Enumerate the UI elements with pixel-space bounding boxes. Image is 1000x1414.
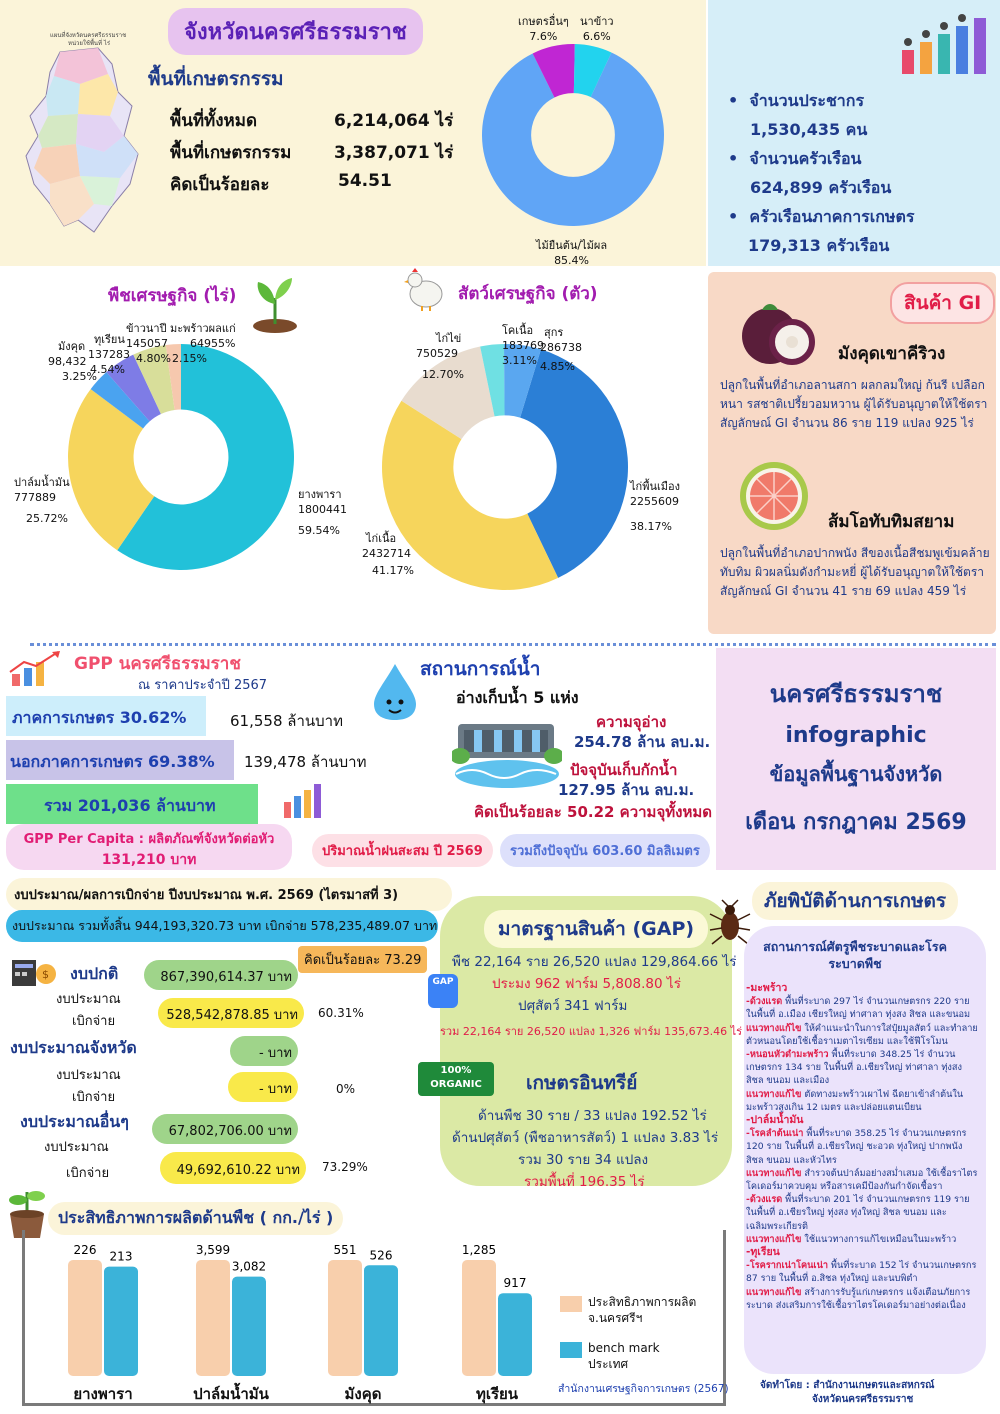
organic-title: เกษตรอินทรีย์ [526, 1072, 638, 1094]
crop-label-palm-name: ปาล์มน้ำมัน [14, 476, 70, 489]
live-label-layer-value: 750529 [416, 346, 458, 360]
rain-value: รวมถึงปัจจุบัน 603.60 มิลลิเมตร [500, 834, 710, 867]
live-label-native-name: ไก่พื้นเมือง [630, 480, 680, 493]
agri-household-label: ครัวเรือนภาคการเกษตร [749, 207, 915, 226]
disaster-entry-text: พื้นที่ระบาด 201 ไร่ จำนวนเกษตรกร 119 ราย ในพื้นที่ อ.เชียรใหญ่ ทุ่งสง ทุ่งใหญ่ สิชล ขนอม และเฉลิมพระเกียรติ [746, 1194, 970, 1232]
budget-group-regular: งบปกติ [70, 964, 119, 983]
disaster-entry [746, 1127, 982, 1167]
land-label-rice-name: นาข้าว [580, 15, 614, 28]
gap-fishery: ประมง 962 ฟาร์ม 5,808.80 ไร่ [492, 976, 681, 992]
disaster-entry-key: แนวทางแก้ไข [746, 1286, 802, 1298]
land-label-rice-pct: 6.6% [582, 30, 611, 43]
bar-benchmark-ปาล์มน้ำมัน [232, 1277, 266, 1376]
land-label-other-name: เกษตรอื่นๆ [518, 15, 569, 28]
livestock-title: สัตว์เศรษฐกิจ (ตัว) [458, 284, 598, 304]
disaster-entry-key: แนวทางแก้ไข [746, 1233, 802, 1245]
bar-label-province-ปาล์มน้ำมัน: 3,599 [195, 1243, 231, 1257]
efficiency-categories [30, 1380, 550, 1404]
agri-pct-label: คิดเป็นร้อยละ [170, 175, 270, 195]
crop-label-mangosteen-value: 98,432 [48, 354, 87, 368]
organic-plant: ด้านพืช 30 ราย / 33 แปลง 192.52 ไร่ [478, 1108, 707, 1124]
water-drop-icon [370, 662, 420, 722]
legend-province-line1: ประสิทธิภาพการผลิต [588, 1295, 697, 1309]
budget-group-province: งบประมาณจังหวัด [10, 1038, 137, 1057]
crop-label-rubber [298, 488, 347, 539]
section-divider [30, 643, 996, 646]
disaster-title: ภัยพิบัติด้านการเกษตร [752, 882, 958, 920]
disaster-entry-text: พื้นที่ระบาด 358.25 ไร่ จำนวนเกษตรกร 120 ราย ในพื้นที่ อ.เชียรใหญ่ ชะอวด ทุ่งใหญ่ ปากพนัง สิชล ขนอม และหัวไทร [746, 1128, 967, 1166]
organic-total: รวม 30 ราย 34 แปลง [518, 1152, 649, 1168]
budget-title: งบประมาณ/ผลการเบิกจ่าย ปีงบประมาณ พ.ศ. 2569 (ไตรมาสที่ 3) [6, 878, 452, 911]
live-label-native-pct: 38.17% [630, 519, 672, 533]
live-label-broiler-name: ไก่เนื้อ [366, 532, 397, 545]
crop-label-coconut-pct: 2.15% [172, 351, 207, 365]
land-label-tree [536, 236, 607, 267]
live-label-beef-pct: 3.11% [502, 353, 537, 367]
gi-panel [708, 272, 996, 634]
gpp-agri-label: ภาคการเกษตร 30.62% [12, 708, 187, 727]
total-area-value: 6,214,064 ไร่ [334, 111, 454, 131]
organic-area: รวมพื้นที่ 196.35 ไร่ [524, 1174, 645, 1190]
water-capacity-label: ความจุอ่าง [596, 713, 667, 731]
map-title: แผนที่จังหวัดนครศรีธรรมราช [50, 32, 127, 39]
population-icon [894, 14, 990, 78]
bar-benchmark-ยางพารา [104, 1267, 138, 1376]
map-shape [20, 44, 150, 234]
disaster-entry [746, 995, 982, 1021]
crop-label-rice-name: ข้าวนาปี [126, 322, 167, 335]
crop-label-coconut-name: มะพร้าวผลแก่ [170, 322, 236, 335]
water-percent: คิดเป็นร้อยละ 50.22 ความจุทั้งหมด [474, 803, 712, 821]
water-current-label: ปัจจุบันเก็บกักน้ำ [570, 761, 678, 779]
banner-subtitle: ข้อมูลพื้นฐานจังหวัด [769, 762, 943, 786]
land-panel [0, 0, 706, 266]
live-label-layer-name: ไก่ไข่ [436, 332, 462, 345]
bar-province-มังคุด [328, 1260, 362, 1376]
category-label: ปาล์มน้ำมัน [193, 1385, 269, 1403]
live-label-pig [540, 326, 582, 375]
budget-overall-pct: คิดเป็นร้อยละ 73.29 [298, 946, 427, 973]
disaster-entry-text: พื้นที่ระบาด 297 ไร่ จำนวนเกษตรกร 220 ราย ในพื้นที่ อ.เมือง เชียรใหญ่ ท่าศาลา ทุ่งสง สิชล และขนอม [746, 996, 971, 1021]
crop-label-coconut [170, 322, 236, 367]
disaster-entry-key: -โรครากเน่าโคนเน่า [746, 1260, 829, 1272]
legend-province-line2: จ.นครศรีฯ [588, 1311, 643, 1325]
disaster-entry: -มะพร้าว [746, 982, 788, 994]
growth-chart-icon [8, 650, 66, 688]
agri-area-label: พื้นที่เกษตรกรรม [170, 143, 292, 163]
crop-label-mangosteen-pct: 3.25% [62, 369, 97, 383]
disaster-entry-key: -ด้วงแรด [746, 996, 783, 1008]
disaster-entry-key: แนวทางแก้ไข [746, 1022, 802, 1034]
agri-pct-value: 54.51 [338, 171, 392, 191]
budget-province-spend-label: เบิกจ่าย [72, 1090, 116, 1105]
gpp-subtitle: ณ ราคาประจำปี 2567 [138, 678, 268, 693]
category-label: มังคุด [344, 1385, 382, 1403]
budget-province-budget: - บาท [230, 1036, 298, 1066]
bar-label-province-มังคุด: 551 [333, 1243, 357, 1257]
disaster-entry [746, 1193, 982, 1233]
live-label-broiler-value: 2432714 [362, 546, 411, 560]
population-list [728, 86, 914, 260]
agri-household-item: • ครัวเรือนภาคการเกษตร [728, 207, 915, 226]
bar-province-ทุเรียน [462, 1260, 496, 1376]
water-reservoirs: อ่างเก็บน้ำ 5 แห่ง [456, 688, 579, 707]
bar-label-benchmark-ปาล์มน้ำมัน: 3,082 [231, 1259, 267, 1274]
crop-label-palm-value: 777889 [14, 490, 56, 504]
disaster-entry [746, 1022, 982, 1048]
disaster-entry-text: ตัดทางมะพร้าวเผาไฟ ฉีดยาเข้าลำต้นในมะพร้าวสูงเกิน 12 เมตร และปล่อยแตนเบียน [746, 1088, 964, 1113]
disaster-entry-text: สำรวจต้นปาล์มอย่างสม่ำเสมอ ใช้เชื้อราไตรโคเดอร์มาควบคุม หรือสารเคมีป้องกันกำจัดเชื้อรา [746, 1167, 978, 1193]
crops-title: พืชเศรษฐกิจ (ไร่) [108, 286, 237, 306]
population-label: จำนวนประชากร [749, 91, 865, 110]
live-label-beef-name: โคเนื้อ [502, 324, 534, 337]
bar-benchmark-ทุเรียน [498, 1293, 532, 1376]
land-label-tree-name: ไม้ยืนต้น/ไม้ผล [536, 239, 608, 252]
disaster-entry-key: แนวทางแก้ไข [746, 1167, 802, 1179]
budget-other-budget-label: งบประมาณ [44, 1140, 109, 1155]
land-donut-chart [480, 42, 666, 228]
pomelo-icon [732, 456, 818, 532]
sprout-icon [252, 274, 298, 334]
bar-growth-icon [282, 776, 332, 820]
budget-other-pct: 73.29% [322, 1160, 368, 1174]
disaster-subtitle: สถานการณ์ศัตรูพืชระบาดและโรคระบาดพืช [763, 939, 947, 971]
bar-label-benchmark-ยางพารา: 213 [109, 1249, 133, 1264]
live-label-beef [502, 324, 544, 369]
live-label-layer [416, 332, 464, 383]
efficiency-title: ประสิทธิภาพการผลิตด้านพืช ( กก./ไร่ ) [48, 1202, 343, 1235]
bar-province-ยางพารา [68, 1260, 102, 1376]
budget-summary: งบประมาณ รวมทั้งสิ้น 944,193,320.73 บาท เบิกจ่าย 578,235,489.07 บาท [6, 910, 438, 942]
legend-swatch-benchmark [560, 1342, 582, 1358]
disaster-entry-text: ให้คำแนะนำในการใส่ปุ๋ยมูลสัตว์ และทำลายตัวหนอนโดยใช้เชื้อราเมตาไรเซียม และใช้ฟีโรโมน [746, 1022, 978, 1047]
category-label: ยางพารา [73, 1385, 133, 1403]
gi-item-2-desc: ปลูกในพื้นที่อำเภอปากพนัง สีของเนื้อสีชมพูเข้มคล้ายทับทิม ผิวผลนิ่มดังกำมะหยี่ ผู้ได้รับอนุญาตให้ใช้ตราสัญลักษณ์ GI จำนวน 41 ราย 69 แปลง 459 ไร่ [720, 546, 990, 598]
gpp-percapita-label: GPP Per Capita : ผลิตภัณฑ์จังหวัดต่อหัว [23, 832, 275, 847]
page-title: จังหวัดนครศรีธรรมราช [168, 8, 423, 55]
credit-line-2: จังหวัดนครศรีธรรมราช [812, 1394, 914, 1405]
land-label-other [518, 12, 569, 43]
live-label-pig-value: 286738 [540, 340, 582, 354]
bar-label-benchmark-ทุเรียน: 917 [503, 1276, 527, 1291]
gap-total: รวม 22,164 ราย 26,520 แปลง 1,326 ฟาร์ม 135,673.46 ไร่ [440, 1025, 743, 1038]
disaster-list [746, 982, 982, 1312]
disaster-entry [746, 1048, 982, 1088]
bar-label-province-ยางพารา: 226 [73, 1243, 97, 1257]
crop-label-durian-name: ทุเรียน [94, 333, 125, 346]
budget-other-spend: 49,692,610.22 บาท [160, 1152, 306, 1184]
crop-label-palm [14, 476, 70, 527]
gap-title: มาตรฐานสินค้า (GAP) [484, 910, 708, 948]
gi-item-2-name: ส้มโอทับทิมสยาม [828, 512, 955, 532]
budget-province-pct: 0% [336, 1082, 356, 1096]
legend-swatch-province [560, 1296, 582, 1312]
water-capacity-value: 254.78 ล้าน ลบ.ม. [574, 733, 711, 751]
crop-label-palm-pct: 25.72% [26, 511, 68, 525]
gi-title: สินค้า GI [890, 282, 995, 324]
efficiency-source: สำนักงานเศรษฐกิจการเกษตร (2567) [558, 1383, 729, 1395]
crop-label-durian-pct: 4.54% [90, 362, 125, 376]
disaster-entry-key: -โรคลำต้นเน่า [746, 1128, 804, 1140]
disaster-entry: -ปาล์มน้ำมัน [746, 1114, 804, 1127]
disaster-entry: -ทุเรียน [746, 1246, 780, 1259]
chicken-icon [402, 266, 448, 312]
disaster-entry-key: -ด้วงแรด [746, 1194, 783, 1206]
budget-province-spend: - บาท [228, 1072, 298, 1102]
crop-label-durian-value: 137283 [88, 347, 130, 361]
crop-label-rubber-name: ยางพารา [298, 488, 342, 501]
efficiency-bar-chart [30, 1230, 550, 1380]
crop-label-rice-pct: 4.80% [136, 351, 171, 365]
disaster-entry-key: -หนอนหัวดำมะพร้าว [746, 1049, 829, 1061]
credit-line-1: จัดทำโดย : สำนักงานเกษตรและสหกรณ์ [760, 1380, 935, 1391]
budget-other-budget: 67,802,706.00 บาท [152, 1114, 298, 1144]
disaster-entry [746, 1088, 982, 1114]
province-map [20, 30, 150, 230]
disaster-entry [746, 1259, 982, 1285]
crop-label-mangosteen-name: มังคุด [58, 340, 86, 353]
budget-group-other: งบประมาณอื่นๆ [20, 1112, 129, 1131]
legend-benchmark-line2: ประเทศ [588, 1357, 629, 1371]
legend-benchmark [588, 1340, 660, 1372]
household-item: • จำนวนครัวเรือน [728, 149, 862, 168]
live-label-beef-value: 183769 [502, 338, 544, 352]
total-area-label: พื้นที่ทั้งหมด [170, 111, 257, 131]
disaster-entry [746, 1167, 982, 1193]
month-banner [716, 648, 996, 870]
live-label-layer-pct: 12.70% [422, 367, 464, 381]
crop-label-rubber-pct: 59.54% [298, 523, 340, 537]
mangosteen-icon [732, 294, 822, 366]
bar-label-benchmark-มังคุด: 526 [369, 1248, 393, 1263]
water-title: สถานการณ์น้ำ [420, 658, 541, 680]
disaster-entry-text: ใช้แนวทางการแก้ไขเหมือนในมะพร้าว [801, 1233, 957, 1245]
crop-label-rice [126, 322, 171, 367]
gpp-nonagri-value: 139,478 ล้านบาท [244, 753, 367, 771]
legend-benchmark-line1: bench mark [588, 1341, 660, 1355]
live-label-native-chicken [630, 480, 680, 535]
live-label-broiler [362, 532, 414, 579]
crop-label-rubber-value: 1800441 [298, 502, 347, 516]
agri-household-value: 179,313 ครัวเรือน [748, 236, 890, 255]
gpp-percapita-value: 131,210 บาท [101, 852, 197, 868]
land-label-rice [580, 12, 614, 43]
budget-regular-pct: 60.31% [318, 1006, 364, 1020]
budget-regular-spend: 528,542,878.85 บาท [158, 998, 304, 1028]
crop-label-coconut-value: 64955% [190, 336, 236, 350]
money-icon [10, 954, 56, 988]
household-label: จำนวนครัวเรือน [749, 149, 862, 168]
budget-regular-budget-label: งบประมาณ [56, 992, 121, 1007]
population-panel [708, 0, 1000, 266]
budget-regular-spend-label: เบิกจ่าย [72, 1014, 116, 1029]
banner-infographic: infographic [785, 723, 927, 748]
organic-livestock: ด้านปศุสัตว์ (พืชอาหารสัตว์) 1 แปลง 3.83 ไร่ [452, 1130, 719, 1146]
gpp-title: GPP นครศรีธรรมราช [74, 654, 241, 674]
gap-plant: พืช 22,164 ราย 26,520 แปลง 129,864.66 ไร่ [452, 954, 737, 970]
land-subtitle: พื้นที่เกษตรกรรม [148, 68, 284, 90]
gpp-agri-value: 61,558 ล้านบาท [230, 712, 343, 730]
banner-month: เดือน กรกฎาคม 2569 [745, 810, 967, 835]
water-current-value: 127.95 ล้าน ลบ.ม. [558, 781, 695, 799]
live-label-native-value: 2255609 [630, 494, 679, 508]
gap-badge: GAP [428, 974, 458, 1008]
rain-label: ปริมาณน้ำฝนสะสม ปี 2569 [312, 834, 493, 867]
population-value: 1,530,435 คน [750, 120, 868, 139]
bar-province-ปาล์มน้ำมัน [196, 1260, 230, 1376]
disaster-entry-text: สร้างการรับรู้แก่เกษตรกร แจ้งเตือนภัยการระบาด ส่งเสริมการใช้เชื้อราไตรโคเดอร์มาอย่างต่อเนื่อง [746, 1286, 971, 1311]
household-value: 624,899 ครัวเรือน [750, 178, 892, 197]
budget-province-budget-label: งบประมาณ [56, 1068, 121, 1083]
live-label-pig-name: สุกร [544, 326, 564, 339]
dam-icon [452, 716, 562, 792]
disaster-entry-text: พื้นที่ระบาด 348.25 ไร่ จำนวนเกษตรกร 134 ราย ในพื้นที่ อ.เชียรใหญ่ ท่าศาลา ทุ่งสง สิชล ขนอม และเมือง [746, 1049, 962, 1087]
land-label-tree-pct: 85.4% [554, 254, 590, 267]
svg-text:$: $ [42, 968, 49, 981]
population-item: • จำนวนประชากร [728, 91, 865, 110]
map-subtitle: หน่วยใช้พื้นที่ ไร่ [68, 40, 111, 47]
budget-regular-budget: 867,390,614.37 บาท [144, 960, 298, 990]
disaster-entry-key: แนวทางแก้ไข [746, 1088, 802, 1100]
budget-other-spend-label: เบิกจ่าย [66, 1166, 110, 1181]
disaster-entry [746, 1286, 982, 1312]
gpp-total-label: รวม 201,036 ล้านบาท [44, 796, 216, 815]
bar-label-province-ทุเรียน: 1,285 [461, 1243, 497, 1257]
banner-province: นครศรีธรรมราช [769, 680, 943, 708]
gap-livestock: ปศุสัตว์ 341 ฟาร์ม [518, 998, 628, 1014]
live-label-broiler-pct: 41.17% [372, 563, 414, 577]
gpp-percapita-box [6, 824, 292, 870]
bar-benchmark-มังคุด [364, 1265, 398, 1376]
live-label-pig-pct: 4.85% [540, 359, 575, 373]
crop-label-durian [88, 333, 130, 378]
gpp-nonagri-label: นอกภาคการเกษตร 69.38% [10, 752, 215, 771]
gi-item-1-desc: ปลูกในพื้นที่อำเภอลานสกา ผลกลมใหญ่ ก้นรี เปลือกหนา รสชาติเปรี้ยวอมหวาน ผู้ได้รับอนุญาตให้ใช้ตราสัญลักษณ์ GI จำนวน 86 ราย 119 แปลง 925 ไร่ [720, 378, 988, 430]
agri-area-value: 3,387,071 ไร่ [334, 143, 454, 163]
disaster-entry [746, 1233, 982, 1246]
disaster-entry-text: พื้นที่ระบาด 152 ไร่ จำนวนเกษตรกร 87 ราย ในพื้นที่ อ.สิชล ทุ่งใหญ่ และนบพิตำ [746, 1260, 977, 1285]
land-label-other-pct: 7.6% [529, 30, 558, 43]
gi-item-1-name: มังคุดเขาคีริวง [838, 344, 946, 364]
legend-province [588, 1294, 696, 1326]
crop-label-rice-value: 145057 [126, 336, 168, 350]
organic-badge: 100% ORGANIC [418, 1062, 494, 1096]
category-label: ทุเรียน [475, 1385, 519, 1403]
